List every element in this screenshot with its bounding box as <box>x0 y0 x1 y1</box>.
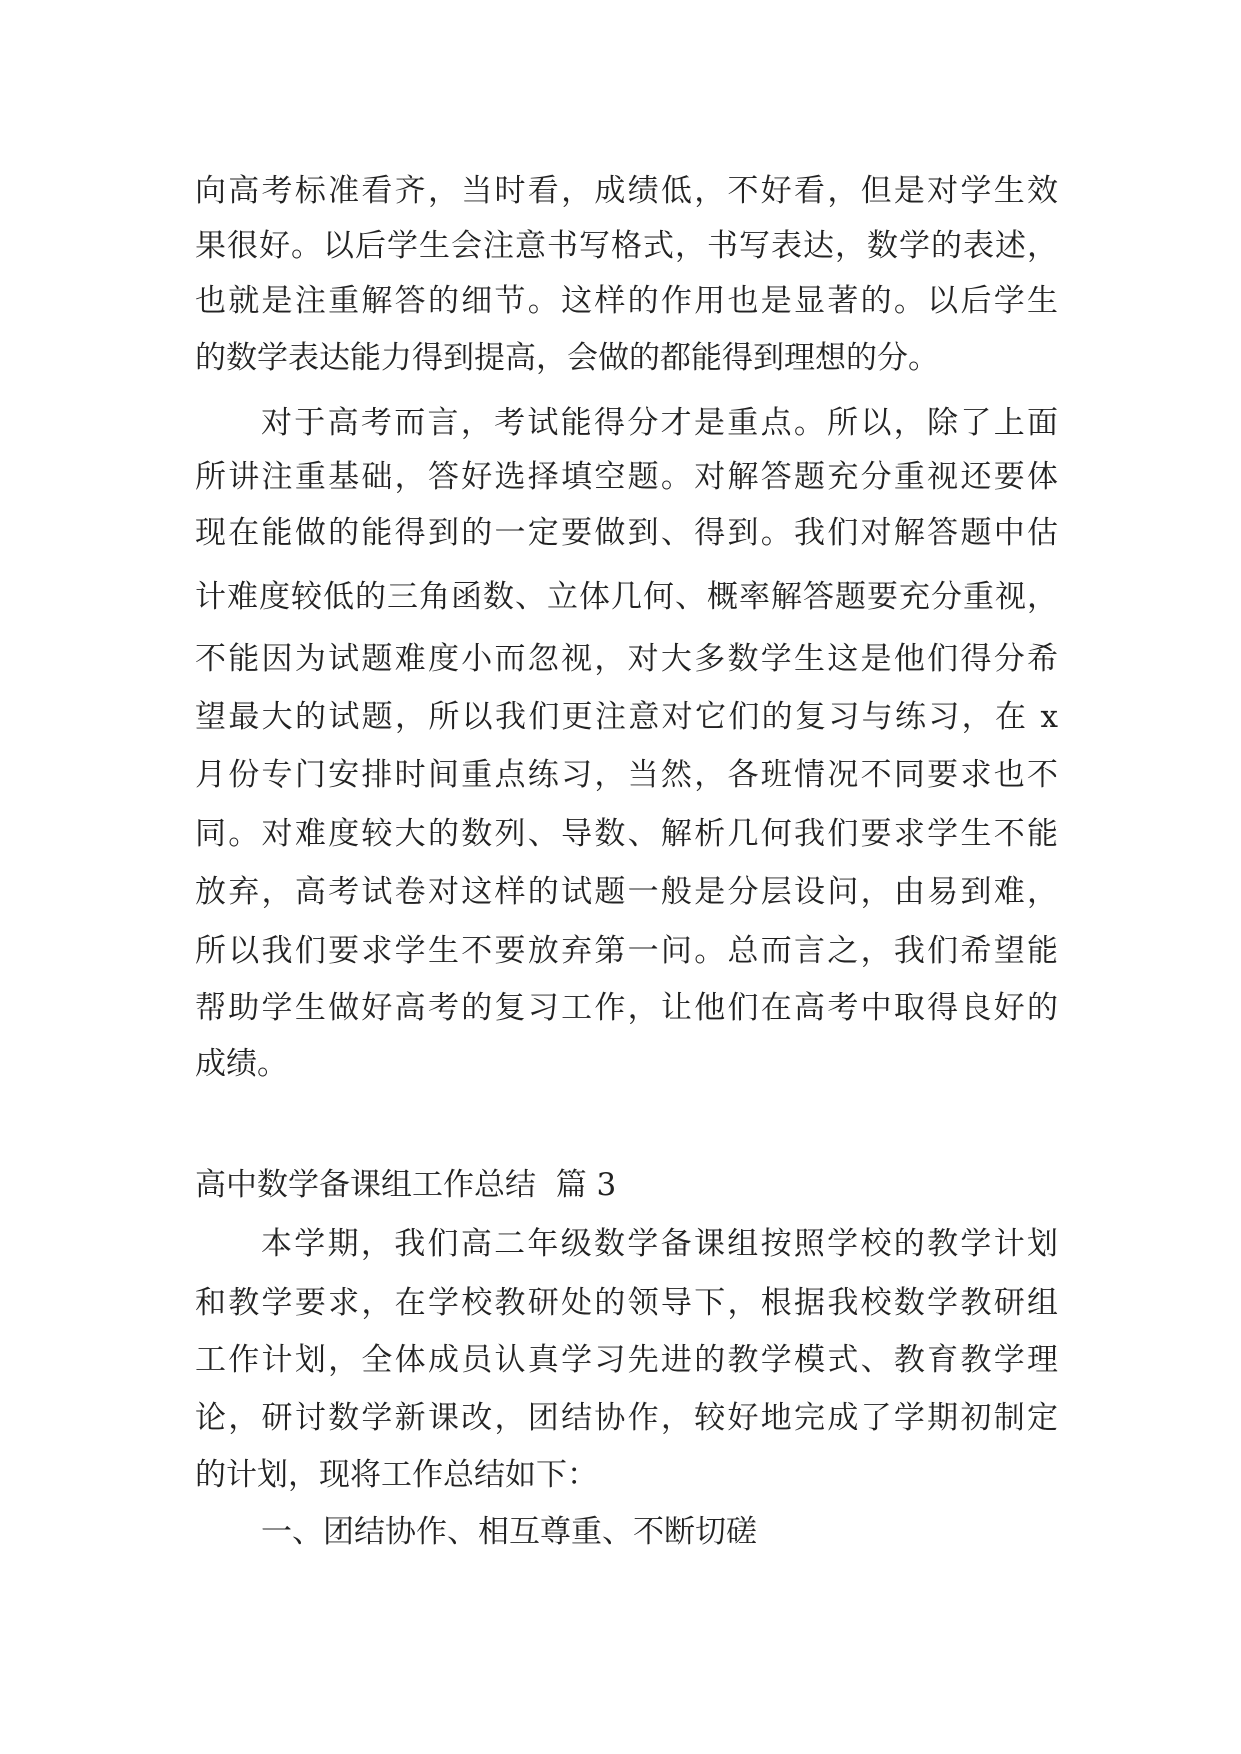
text-line: 计难度较低的三角函数、立体几何、概率解答题要充分重视， <box>195 579 1058 615</box>
text-line: 帮助学生做好高考的复习工作，让他们在高考中取得良好的 <box>195 990 1058 1026</box>
text-line: 对于高考而言，考试能得分才是重点。所以，除了上面 <box>261 405 1058 441</box>
text-line: 的计划，现将工作总结如下： <box>195 1457 598 1493</box>
text-line: 工作计划，全体成员认真学习先进的教学模式、教育教学理 <box>195 1342 1058 1378</box>
text-line: 本学期，我们高二年级数学备课组按照学校的教学计划 <box>261 1226 1058 1262</box>
text-line: 成绩。 <box>195 1046 288 1082</box>
text-line: 所以我们要求学生不要放弃第一问。总而言之，我们希望能 <box>195 933 1058 969</box>
text-line: 现在能做的能得到的一定要做到、得到。我们对解答题中估 <box>195 515 1058 551</box>
text-line: 不能因为试题难度小而忽视，对大多数学生这是他们得分希 <box>195 641 1058 677</box>
text-line: 的数学表达能力得到提高，会做的都能得到理想的分。 <box>195 340 939 376</box>
text-line: 同。对难度较大的数列、导数、解析几何我们要求学生不能 <box>195 816 1058 852</box>
subheading-line: 一、团结协作、相互尊重、不断切磋 <box>261 1514 757 1550</box>
text-line: 望最大的试题，所以我们更注意对它们的复习与练习，在 x <box>195 699 1058 735</box>
text-line: 放弃，高考试卷对这样的试题一般是分层设问，由易到难， <box>195 874 1058 910</box>
text-line: 也就是注重解答的细节。这样的作用也是显著的。以后学生 <box>195 283 1058 319</box>
text-line: 和教学要求，在学校教研处的领导下，根据我校数学教研组 <box>195 1285 1058 1321</box>
text-line: 所讲注重基础，答好选择填空题。对解答题充分重视还要体 <box>195 459 1058 495</box>
text-line: 果很好。以后学生会注意书写格式，书写表达，数学的表述， <box>195 228 1058 264</box>
text-line: 月份专门安排时间重点练习，当然，各班情况不同要求也不 <box>195 757 1058 793</box>
text-line: 向高考标准看齐，当时看，成绩低，不好看，但是对学生效 <box>195 173 1058 209</box>
text-line: 论，研讨数学新课改，团结协作，较好地完成了学期初制定 <box>195 1400 1058 1436</box>
section-heading: 高中数学备课组工作总结 篇 3 <box>195 1167 617 1203</box>
